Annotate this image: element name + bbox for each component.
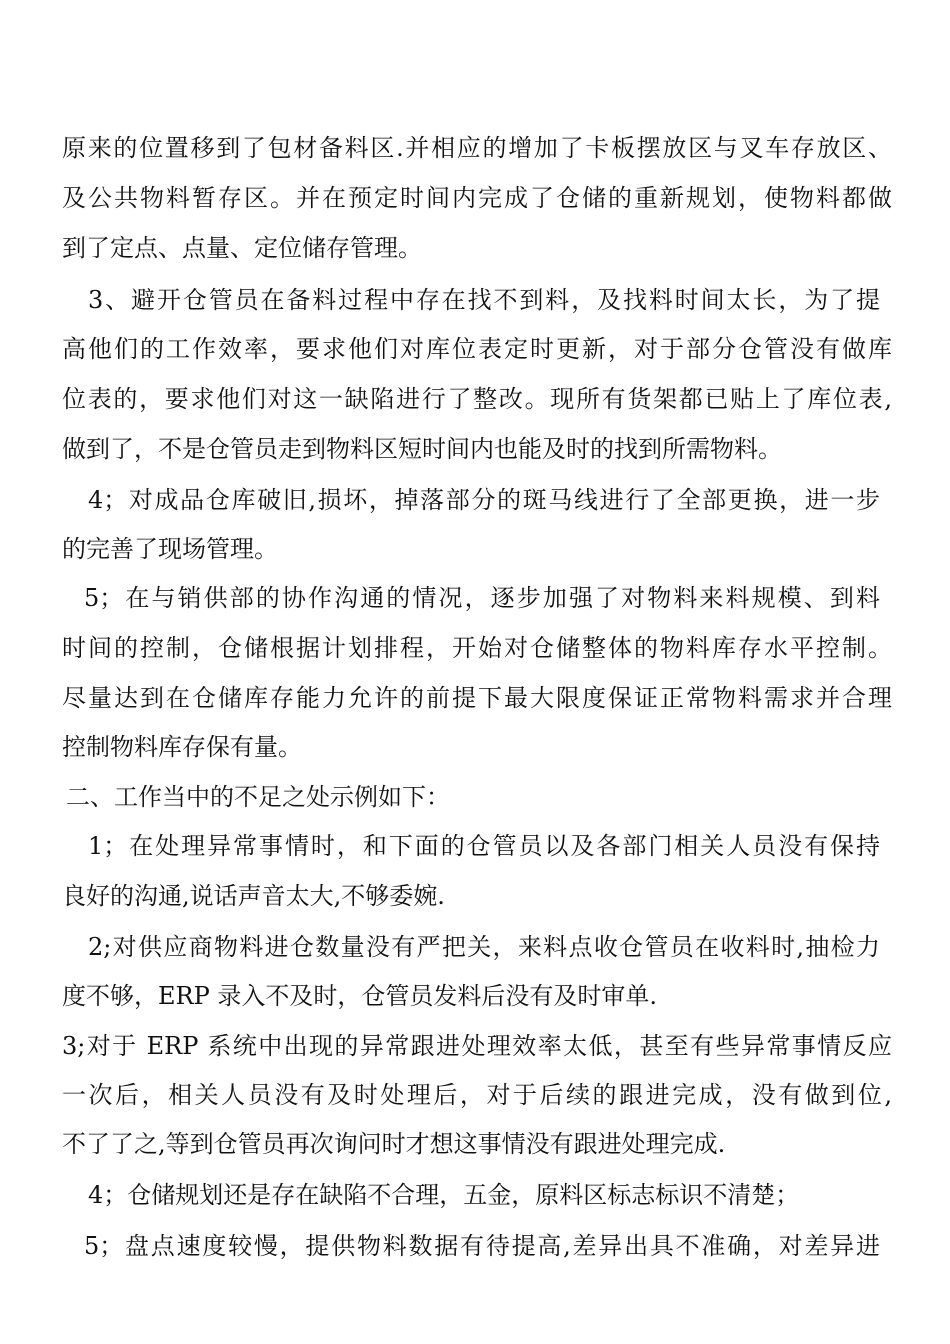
text-line: 做到了，不是仓管员走到物料区短时间内也能及时的找到所需物料。 (62, 435, 782, 463)
text-line: 良好的沟通,说话声音太大,不够委婉. (62, 882, 445, 910)
text-line: 控制物料库存保有量。 (62, 733, 302, 761)
text-line: 不了了之,等到仓管员再次询问时才想这事情没有跟进处理完成. (62, 1130, 726, 1158)
text-line: 5；盘点速度较慢，提供物料数据有待提高,差异出具不准确，对差异进 (84, 1232, 880, 1260)
section-heading: 二、工作当中的不足之处示例如下： (66, 783, 450, 811)
text-line: 5；在与销供部的协作沟通的情况，逐步加强了对物料来料规模、到料 (84, 584, 880, 612)
text-line: 1；在处理异常事情时，和下面的仓管员以及各部门相关人员没有保持 (88, 832, 880, 860)
text-line: 高他们的工作效率，要求他们对库位表定时更新，对于部分仓管没有做库 (62, 335, 892, 363)
text-line: 3、避开仓管员在备料过程中存在找不到料，及找料时间太长，为了提 (88, 286, 880, 314)
text-line: 2;对供应商物料进仓数量没有严把关，来料点收仓管员在收料时,抽检力 (88, 933, 880, 961)
text-line: 的完善了现场管理。 (62, 535, 278, 563)
text-line: 一次后，相关人员没有及时处理后，对于后续的跟进完成，没有做到位, (62, 1081, 892, 1109)
text-line: 到了定点、点量、定位储存管理。 (62, 234, 422, 262)
text-line: 4；仓储规划还是存在缺陷不合理，五金，原料区标志标识不清楚； (88, 1181, 800, 1209)
text-line: 4；对成品仓库破旧,损坏，掉落部分的斑马线进行了全部更换，进一步 (88, 486, 880, 514)
text-line: 尽量达到在仓储库存能力允许的前提下最大限度保证正常物料需求并合理 (62, 684, 892, 712)
text-line: 度不够，ERP 录入不及时，仓管员发料后没有及时审单. (62, 982, 657, 1010)
text-line: 原来的位置移到了包材备料区.并相应的增加了卡板摆放区与叉车存放区、 (62, 134, 892, 162)
text-line: 及公共物料暂存区。并在预定时间内完成了仓储的重新规划，使物料都做 (62, 184, 892, 212)
text-line: 位表的，要求他们对这一缺陷进行了整改。现所有货架都已贴上了库位表, (62, 385, 892, 413)
text-line: 时间的控制，仓储根据计划排程，开始对仓储整体的物料库存水平控制。 (62, 634, 892, 662)
text-line: 3;对于 ERP 系统中出现的异常跟进处理效率太低，甚至有些异常事情反应 (62, 1032, 892, 1060)
